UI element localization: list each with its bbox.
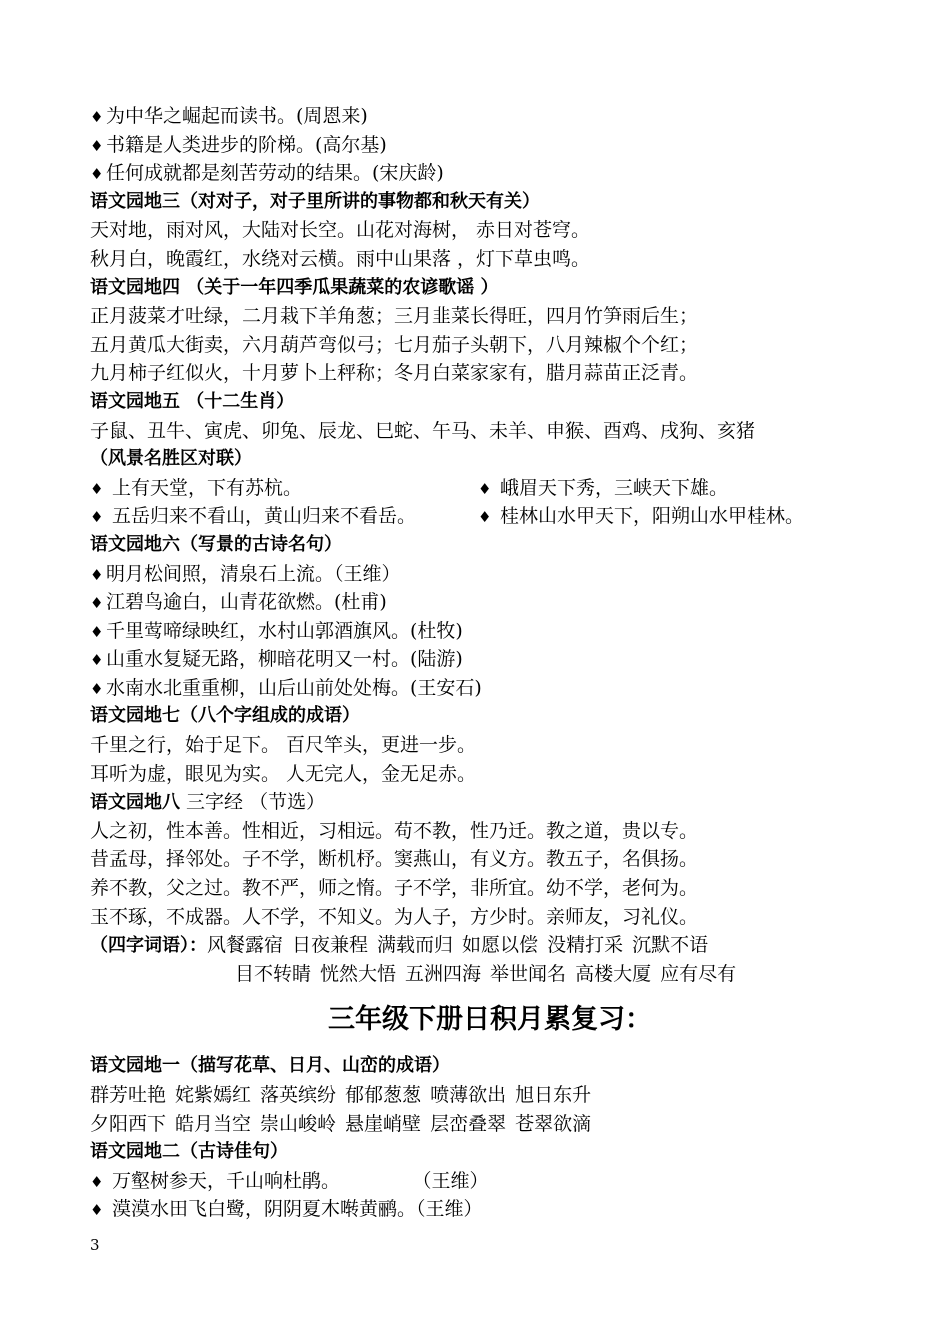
- quote-line: ♦ 任何成就都是刻苦劳动的结果。(宋庆龄): [90, 162, 444, 185]
- text-line: 养不教，父之过。教不严，师之惰。子不学，非所宜。幼不学，老何为。: [90, 877, 699, 900]
- page-number: 3: [90, 1236, 100, 1254]
- couplets-heading: （风景名胜区对联）: [90, 448, 252, 470]
- section-heading: 语文园地四 （关于一年四季瓜果蔬菜的农谚歌谣 ）: [90, 276, 499, 298]
- section-heading: 语文园地五 （十二生肖）: [90, 390, 295, 412]
- text-line: 千里之行，始于足下。 百尺竿头，更进一步。: [90, 734, 477, 757]
- text-line: 正月菠菜才吐绿，二月栽下羊角葱；三月韭菜长得旺，四月竹笋雨后生；: [90, 305, 699, 328]
- section-subtitle: 三字经 （节选）: [186, 791, 326, 814]
- text-line: 人之初，性本善。性相近，习相远。苟不教，性乃迁。教之道，贵以专。: [90, 819, 699, 842]
- couplet-right: ♦ 峨眉天下秀，三峡天下雄。: [478, 476, 729, 499]
- quote-line: ♦ 书籍是人类进步的阶梯。(高尔基): [90, 133, 387, 156]
- section-heading: 语文园地六（写景的古诗名句）: [90, 533, 342, 555]
- couplet-row: [90, 502, 890, 531]
- document-page: [90, 102, 890, 1224]
- section-heading: 语文园地七（八个字组成的成语）: [90, 705, 360, 727]
- text-line: 九月柿子红似火，十月萝卜上秤称；冬月白菜家家有，腊月蒜苗正泛青。: [90, 362, 699, 385]
- text-line: 昔孟母，择邻处。子不学，断机杼。窦燕山，有义方。教五子，名俱扬。: [90, 848, 699, 871]
- poem-line: ♦ 千里莺啼绿映红，水村山郭酒旗风。(杜牧): [90, 619, 463, 642]
- text-line: 秋月白，晚霞红，水绕对云横。雨中山果落 ，灯下草虫鸣。: [90, 247, 591, 270]
- poem-line: ♦ 水南水北重重柳，山后山前处处梅。(王安石): [90, 676, 482, 699]
- couplet-left: ♦ 五岳归来不看山，黄山归来不看岳。: [90, 505, 417, 528]
- poem-line: ♦ 明月松间照，清泉石上流。（王维）: [90, 562, 401, 585]
- idioms-row: （四字词语）：风餐露宿 日夜兼程 满载而归 如愿以偿 没精打采 沉默不语: [90, 934, 709, 957]
- section-heading-row: [90, 788, 890, 817]
- idioms-row: 群芳吐艳 姹紫嫣红 落英缤纷 郁郁葱葱 喷薄欲出 旭日东升: [90, 1084, 592, 1106]
- quote-line: ♦ 为中华之崛起而读书。(周恩来): [90, 105, 368, 127]
- couplet-right: ♦ 桂林山水甲天下，阳朔山水甲桂林。: [478, 505, 805, 528]
- idioms-row: 夕阳西下 皓月当空 崇山峻岭 悬崖峭壁 层峦叠翠 苍翠欲滴: [90, 1112, 592, 1135]
- idioms-label: （四字词语）：: [90, 935, 207, 957]
- text-line: 玉不琢，不成器。人不学，不知义。为人子，方少时。亲师友，习礼仪。: [90, 905, 699, 928]
- text-line: 耳听为虚，眼见为实。 人无完人，金无足赤。: [90, 762, 477, 785]
- section-heading: 语文园地八: [90, 792, 180, 814]
- idioms-row: 目不转睛 恍然大悟 五洲四海 举世闻名 高楼大厦 应有尽有: [235, 962, 737, 985]
- poem-line: ♦ 山重水复疑无路，柳暗花明又一村。(陆游): [90, 648, 463, 671]
- text-line: 天对地，雨对风，大陆对长空。山花对海树， 赤日对苍穹。: [90, 219, 591, 242]
- zodiac-line: 子鼠、丑牛、寅虎、卯兔、辰龙、巳蛇、午马、未羊、申猴、酉鸡、戌狗、亥猪: [90, 419, 756, 442]
- poem-line: ♦ 万壑树参天，千山响杜鹃。 （王维）: [90, 1169, 489, 1192]
- poem-line: ♦ 江碧鸟逾白，山青花欲燃。(杜甫): [90, 591, 387, 614]
- text-line: 五月黄瓜大街卖，六月葫芦弯似弓；七月茄子头朝下，八月辣椒个个红；: [90, 333, 699, 356]
- page-title: 三年级下册日积月累复习：: [328, 1004, 652, 1036]
- section-heading: 语文园地二（古诗佳句）: [90, 1141, 288, 1163]
- poem-line: ♦ 漠漠水田飞白鹭，阴阴夏木啭黄鹂。（王维）: [90, 1198, 483, 1221]
- couplet-left: ♦ 上有天堂，下有苏杭。: [90, 476, 303, 499]
- couplet-row: [90, 474, 890, 503]
- section-heading: 语文园地一（描写花草、日月、山峦的成语）: [90, 1055, 450, 1077]
- section-heading: 语文园地三（对对子，对子里所讲的事物都和秋天有关）: [90, 190, 540, 212]
